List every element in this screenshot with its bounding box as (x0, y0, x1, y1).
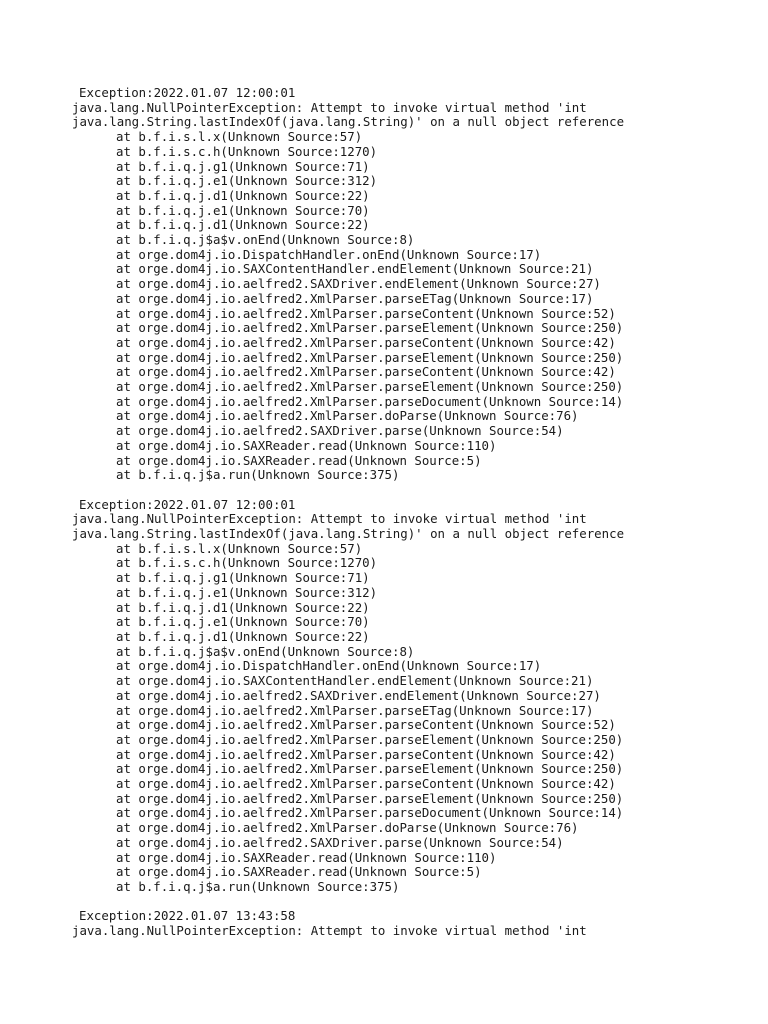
stack-frame: at orge.dom4j.io.SAXReader.read(Unknown Source:5) (116, 864, 482, 880)
stack-frame: at orge.dom4j.io.aelfred2.XmlParser.parseContent(Unknown Source:42) (116, 364, 616, 380)
stack-frame: at b.f.i.q.j.d1(Unknown Source:22) (116, 629, 370, 644)
stack-frame: at b.f.i.s.l.x(Unknown Source:57) (116, 540, 363, 556)
exception-header: Exception:2022.01.07 13:43:58 (79, 908, 296, 924)
stack-frame: at orge.dom4j.io.SAXContentHandler.endElement(Unknown Source:21) (116, 261, 594, 277)
stack-frame: at b.f.i.q.j$a$v.onEnd(Unknown Source:8) (116, 232, 415, 248)
exception-message-line: java.lang.NullPointerException: Attempt to invoke virtual method 'int (72, 923, 587, 939)
stack-frame: at orge.dom4j.io.aelfred2.XmlParser.parseContent(Unknown Source:42) (116, 776, 616, 792)
stack-frame: at orge.dom4j.io.aelfred2.SAXDriver.endElement(Unknown Source:27) (116, 276, 601, 292)
stack-frame: at orge.dom4j.io.aelfred2.XmlParser.parseElement(Unknown Source:250) (116, 731, 624, 747)
stack-frame: at orge.dom4j.io.aelfred2.XmlParser.parseETag(Unknown Source:17) (116, 702, 594, 718)
stack-frame: at orge.dom4j.io.SAXContentHandler.endElement(Unknown Source:21) (116, 673, 594, 689)
stack-frame: at orge.dom4j.io.aelfred2.XmlParser.parseETag(Unknown Source:17) (116, 290, 594, 306)
exception-message-line: java.lang.String.lastIndexOf(java.lang.String)' on a null object reference (72, 526, 625, 542)
stack-frame: at orge.dom4j.io.aelfred2.SAXDriver.endElement(Unknown Source:27) (116, 687, 601, 703)
stack-frame: at b.f.i.q.j.e1(Unknown Source:70) (116, 202, 370, 218)
stack-frame: at b.f.i.q.j.d1(Unknown Source:22) (116, 217, 370, 233)
exception-entry (72, 498, 762, 895)
exception-message-line: java.lang.NullPointerException: Attempt to invoke virtual method 'int (72, 511, 587, 527)
stack-frame: at orge.dom4j.io.aelfred2.XmlParser.parseElement(Unknown Source:250) (116, 790, 624, 806)
stack-frame: at orge.dom4j.io.aelfred2.XmlParser.parseElement(Unknown Source:250) (116, 761, 624, 777)
stack-frame: at orge.dom4j.io.aelfred2.XmlParser.parseElement(Unknown Source:250) (116, 349, 624, 365)
stack-frame: at orge.dom4j.io.aelfred2.XmlParser.parseElement(Unknown Source:250) (116, 320, 624, 336)
stack-frame: at b.f.i.q.j.e1(Unknown Source:312) (116, 173, 378, 189)
stack-frame: at orge.dom4j.io.aelfred2.SAXDriver.parse(Unknown Source:54) (116, 834, 564, 850)
stack-frame: at orge.dom4j.io.aelfred2.XmlParser.parseDocument(Unknown Source:14) (116, 393, 624, 409)
stack-frame: at orge.dom4j.io.aelfred2.XmlParser.doParse(Unknown Source:76) (116, 820, 579, 836)
exception-message-line: java.lang.String.lastIndexOf(java.lang.String)' on a null object reference (72, 114, 625, 130)
stack-frame: at orge.dom4j.io.aelfred2.XmlParser.parseContent(Unknown Source:52) (116, 305, 616, 321)
stack-frame: at orge.dom4j.io.aelfred2.XmlParser.doParse(Unknown Source:76) (116, 408, 579, 424)
stack-frame: at b.f.i.q.j$a.run(Unknown Source:375) (116, 878, 400, 894)
stack-frame: at orge.dom4j.io.DispatchHandler.onEnd(Unknown Source:17) (116, 246, 542, 262)
stack-frame: at orge.dom4j.io.DispatchHandler.onEnd(Unknown Source:17) (116, 658, 542, 674)
stack-frame: at b.f.i.q.j.g1(Unknown Source:71) (116, 158, 370, 174)
stack-frame: at orge.dom4j.io.aelfred2.XmlParser.parseContent(Unknown Source:52) (116, 717, 616, 733)
exception-header: Exception:2022.01.07 12:00:01 (79, 85, 296, 100)
stack-frame: at b.f.i.q.j.g1(Unknown Source:71) (116, 570, 370, 586)
stack-frame: at b.f.i.s.c.h(Unknown Source:1270) (116, 143, 378, 159)
stack-frame: at orge.dom4j.io.aelfred2.SAXDriver.parse(Unknown Source:54) (116, 423, 564, 439)
stack-frame: at b.f.i.q.j.e1(Unknown Source:312) (116, 584, 378, 600)
exception-header: Exception:2022.01.07 12:00:01 (79, 496, 296, 512)
exception-entry (72, 86, 762, 483)
stack-frame: at orge.dom4j.io.aelfred2.XmlParser.parseContent(Unknown Source:42) (116, 746, 616, 762)
stack-frame: at orge.dom4j.io.aelfred2.XmlParser.parseElement(Unknown Source:250) (116, 379, 624, 395)
stack-frame: at b.f.i.q.j.d1(Unknown Source:22) (116, 187, 370, 203)
exception-message-line: java.lang.NullPointerException: Attempt to invoke virtual method 'int (72, 99, 587, 115)
exception-entry (72, 909, 762, 938)
stack-frame: at b.f.i.q.j$a.run(Unknown Source:375) (116, 467, 400, 483)
stack-frame: at b.f.i.q.j.e1(Unknown Source:70) (116, 614, 370, 630)
stack-frame: at orge.dom4j.io.aelfred2.XmlParser.parseDocument(Unknown Source:14) (116, 805, 624, 821)
exception-log (72, 86, 762, 953)
stack-frame: at orge.dom4j.io.SAXReader.read(Unknown Source:5) (116, 452, 482, 468)
stack-frame: at orge.dom4j.io.aelfred2.XmlParser.parseContent(Unknown Source:42) (116, 334, 616, 350)
stack-frame: at b.f.i.q.j$a$v.onEnd(Unknown Source:8) (116, 643, 415, 659)
stack-frame: at orge.dom4j.io.SAXReader.read(Unknown Source:110) (116, 437, 497, 453)
stack-frame: at b.f.i.s.c.h(Unknown Source:1270) (116, 555, 378, 571)
stack-frame: at b.f.i.q.j.d1(Unknown Source:22) (116, 599, 370, 615)
stack-frame: at orge.dom4j.io.SAXReader.read(Unknown Source:110) (116, 849, 497, 865)
stack-frame: at b.f.i.s.l.x(Unknown Source:57) (116, 129, 363, 145)
